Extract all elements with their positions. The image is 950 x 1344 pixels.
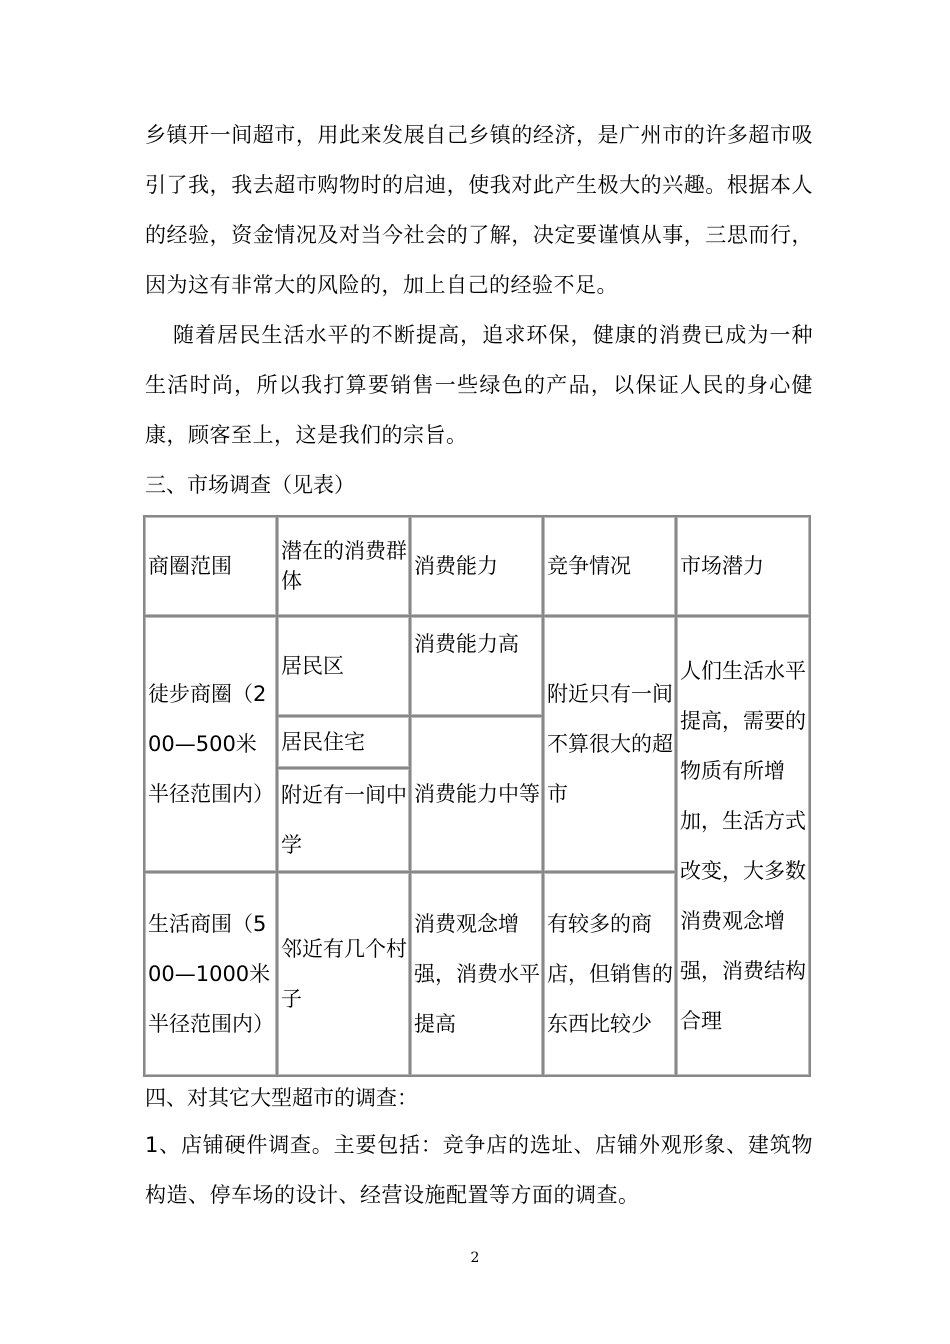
section-4-heading: 四、对其它大型超市的调查： xyxy=(145,1086,418,1110)
market-potential-cell: 人们生活水平提高，需要的物质有所增加，生活方式改变，大多数消费观念增强，消费结构合理 xyxy=(677,617,811,1077)
header-cell: 市场潜力 xyxy=(677,517,811,617)
nearby-villages-cell: 邻近有几个村子 xyxy=(278,873,411,1077)
walk-area-cell: 徒步商圈（200—500米半径范围内） xyxy=(145,617,278,873)
residential-area-cell: 居民区 xyxy=(278,617,411,717)
header-cell: 潜在的消费群体 xyxy=(278,517,411,617)
walk-competition-cell: 附近只有一间不算很大的超市 xyxy=(544,617,677,873)
paragraph-1: 乡镇开一间超市，用此来发展自己乡镇的经济，是广州市的许多超市吸引了我，我去超市购物时的启迪，使我对此产生极大的兴趣。根据本人的经验，资金情况及对当今社会的了解，决定要谨慎从事，三思而行，因为这有非常大的风险的，加上自己的经验不足。 xyxy=(145,123,813,297)
high-power-cell: 消费能力高 xyxy=(411,617,544,717)
section-3-heading: 三、市场调查（见表） xyxy=(145,473,355,497)
nearby-school-cell: 附近有一间中学 xyxy=(278,769,411,873)
header-cell: 竞争情况 xyxy=(544,517,677,617)
mid-power-cell: 消费能力中等 xyxy=(411,717,544,873)
table-header-row xyxy=(145,517,811,617)
item-1: 1、店铺硬件调查。主要包括：竞争店的选址、店铺外观形象、建筑物构造、停车场的设计、经营设施配置等方面的调查。 xyxy=(145,1133,813,1207)
page-number: 2 xyxy=(470,1250,480,1266)
paragraph-2: 随着居民生活水平的不断提高，追求环保，健康的消费已成为一种生活时尚，所以我打算要销售一些绿色的产品，以保证人民的身心健康，顾客至上，这是我们的宗旨。 xyxy=(145,323,813,447)
life-power-cell: 消费观念增强，消费水平提高 xyxy=(411,873,544,1077)
market-survey-table xyxy=(143,515,811,1077)
table-row xyxy=(145,617,811,717)
residential-housing-cell: 居民住宅 xyxy=(278,717,411,769)
header-cell: 消费能力 xyxy=(411,517,544,617)
header-cell: 商圈范围 xyxy=(145,517,278,617)
life-competition-cell: 有较多的商店，但销售的东西比较少 xyxy=(544,873,677,1077)
life-area-cell: 生活商围（500—1000米半径范围内） xyxy=(145,873,278,1077)
